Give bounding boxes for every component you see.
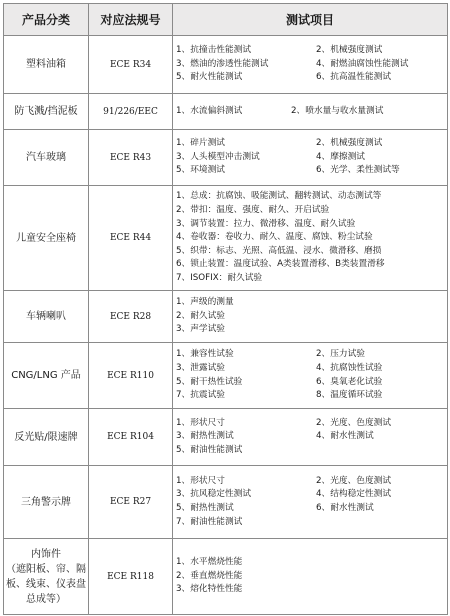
category-cell: 儿童安全座椅 [4, 186, 89, 291]
regulation-cell: ECE R27 [89, 466, 173, 539]
test-item: 2、耐久试验 [176, 310, 225, 321]
category-line: 板、线束、仪表盘 [6, 578, 86, 590]
test-item: 6、光学、柔性测试等 [316, 165, 400, 176]
test-item: 5、耐油性能测试 [176, 444, 243, 455]
regulation-test-table [3, 3, 448, 615]
test-item: 5、环境测试 [176, 165, 225, 176]
test-item: 6、臭氧老化试验 [316, 376, 383, 387]
regulation-cell: ECE R104 [89, 409, 173, 466]
test-item: 4、耐水性测试 [316, 431, 374, 442]
test-item: 6、锁止装置：温度试验、A类装置滑移、B类装置滑移 [176, 259, 385, 270]
test-item: 2、垂直燃烧性能 [176, 570, 243, 581]
tests-cell [173, 466, 448, 539]
category-cell: 汽车玻璃 [4, 130, 89, 186]
test-item: 3、耐热性测试 [176, 431, 234, 442]
test-item: 3、人头模型冲击测试 [176, 151, 260, 162]
table-row [4, 409, 448, 466]
test-item: 8、温度循环试验 [316, 390, 383, 401]
test-item: 1、兼容性试验 [176, 349, 234, 360]
table-row [4, 36, 448, 94]
tests-cell [173, 94, 448, 130]
test-item: 1、形状尺寸 [176, 475, 225, 486]
test-item: 1、形状尺寸 [176, 417, 225, 428]
test-item: 5、耐干热性试验 [176, 376, 243, 387]
test-item: 3、熔化特性性能 [176, 584, 243, 595]
category-cell: 车辆喇叭 [4, 291, 89, 343]
table-row [4, 94, 448, 130]
test-item: 5、织带：标志、光照、高低温、浸水、微滑移、磨损 [176, 245, 382, 256]
test-item: 1、水平燃烧性能 [176, 557, 243, 568]
test-item: 7、耐油性能测试 [176, 516, 243, 527]
regulation-table-container [3, 3, 447, 615]
category-cell: 三角警示牌 [4, 466, 89, 539]
regulation-cell: ECE R44 [89, 186, 173, 291]
tests-cell [173, 130, 448, 186]
header-test-items: 测试项目 [173, 4, 448, 36]
test-item: 4、卷收器：卷收力、耐久、温度、腐蚀、粉尘试验 [176, 232, 373, 243]
test-item: 3、调节装置：拉力、微滑移、温度、耐久试验 [176, 218, 356, 229]
test-item: 6、耐水性测试 [316, 503, 374, 513]
tests-cell [173, 36, 448, 94]
test-item: 1、抗撞击性能测试 [176, 45, 252, 56]
category-line: 总成等） [26, 593, 66, 605]
test-item: 2、喷水量与收水量测试 [291, 105, 384, 116]
test-item: 4、结构稳定性测试 [316, 489, 392, 500]
tests-cell [173, 409, 448, 466]
regulation-cell: ECE R43 [89, 130, 173, 186]
category-cell [4, 539, 89, 615]
test-item: 2、光度、色度测试 [316, 475, 392, 486]
test-item: 1、碎片测试 [176, 138, 225, 149]
category-cell: CNG/LNG 产品 [4, 343, 89, 409]
regulation-cell: 91/226/EEC [89, 94, 173, 130]
header-product-category: 产品分类 [4, 4, 89, 36]
tests-cell [173, 186, 448, 291]
test-item: 5、耐热性测试 [176, 503, 234, 513]
test-item: 2、光度、色度测试 [316, 417, 392, 428]
table-row [4, 130, 448, 186]
test-item: 1、声级的测量 [176, 297, 234, 308]
regulation-cell: ECE R110 [89, 343, 173, 409]
header-regulation-number: 对应法规号 [89, 4, 173, 36]
regulation-cell: ECE R118 [89, 539, 173, 615]
test-item: 7、抗震试验 [176, 390, 225, 401]
test-item: 3、泄露试验 [176, 362, 225, 373]
table-row [4, 186, 448, 291]
table-header-row [4, 4, 448, 36]
test-item: 2、机械强度测试 [316, 138, 383, 149]
category-line: 内饰件 [31, 548, 61, 560]
tests-cell [173, 539, 448, 615]
test-item: 4、摩擦测试 [316, 151, 365, 162]
tests-cell [173, 343, 448, 409]
test-item: 3、抗风稳定性测试 [176, 489, 252, 500]
test-item: 1、水流偏斜测试 [176, 105, 243, 116]
test-item: 3、声学试验 [176, 324, 225, 335]
table-row [4, 466, 448, 539]
category-line: （遮阳板、帘、隔 [6, 563, 86, 575]
category-cell: 反光贴/限速牌 [4, 409, 89, 466]
test-item: 2、压力试验 [316, 349, 365, 360]
category-cell: 塑料油箱 [4, 36, 89, 94]
test-item: 7、ISOFIX：耐久试验 [176, 272, 263, 283]
test-item: 2、带扣：温度、强度、耐久、开启试验 [176, 205, 330, 216]
category-cell: 防飞溅/挡泥板 [4, 94, 89, 130]
table-row [4, 539, 448, 615]
tests-cell [173, 291, 448, 343]
regulation-cell: ECE R34 [89, 36, 173, 94]
test-item: 2、机械强度测试 [316, 45, 383, 56]
test-item: 5、耐火性能测试 [176, 72, 243, 83]
table-row [4, 343, 448, 409]
test-item: 4、抗腐蚀性试验 [316, 362, 383, 373]
regulation-cell: ECE R28 [89, 291, 173, 343]
test-item: 1、总成：抗腐蚀、吸能测试、翻转测试、动态测试等 [176, 191, 382, 202]
test-item: 4、耐燃油腐蚀性能测试 [316, 58, 409, 69]
table-row [4, 291, 448, 343]
test-item: 3、燃油的渗透性能测试 [176, 58, 269, 69]
test-item: 6、抗高温性能测试 [316, 72, 392, 83]
